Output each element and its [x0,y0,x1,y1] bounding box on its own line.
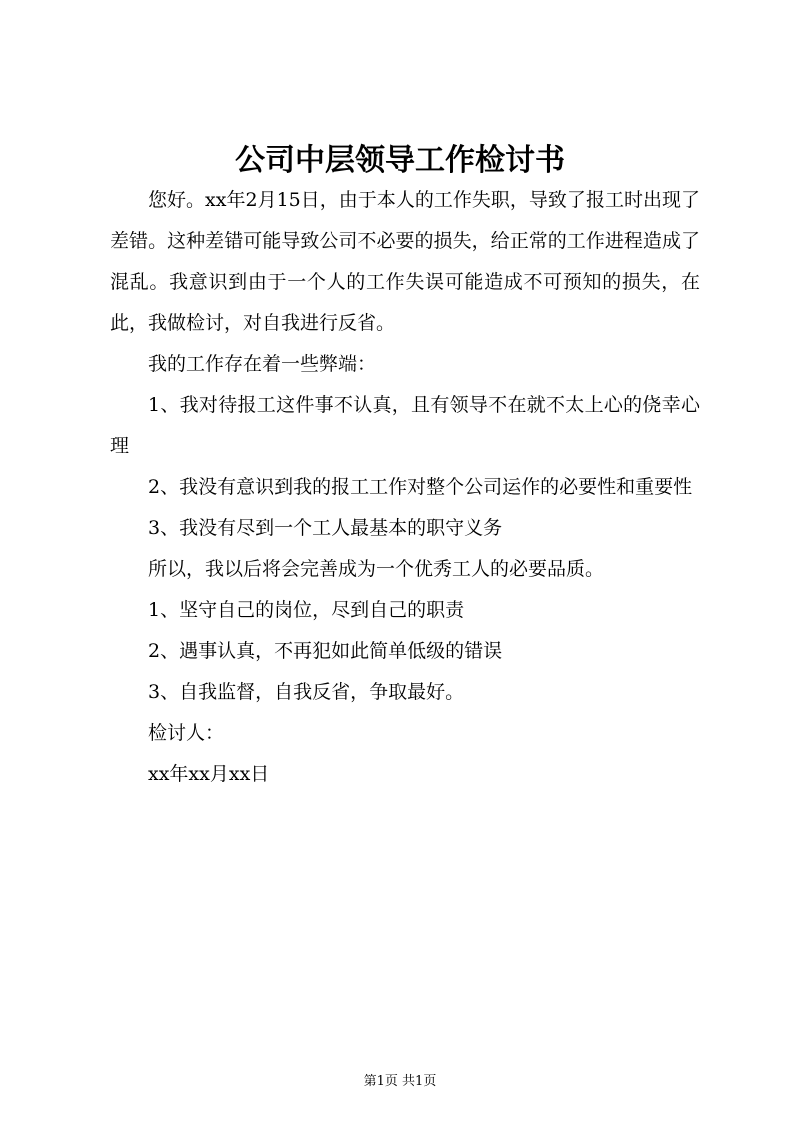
paragraph-improvement-3: 3、自我监督，自我反省，争取最好。 [148,681,465,703]
paragraph-problem-2: 2、我没有意识到我的报工工作对整个公司运作的必要性和重要性 [148,476,693,498]
document-body [110,180,700,795]
page-number-footer: 第1页 共1页 [363,1074,437,1089]
paragraph-problems-heading: 我的工作存在着一些弊端： [148,353,377,375]
paragraph-improvement-2: 2、遇事认真，不再犯如此简单低级的错误 [148,640,503,662]
signature-label: 检讨人： [148,722,225,744]
paragraph-problem-1: 1、我对待报工这件事不认真，且有领导不在就不太上心的侥幸心理 [110,394,700,457]
paragraph-improvement-1: 1、坚守自己的岗位，尽到自己的职责 [148,599,465,621]
document-title: 公司中层领导工作检讨书 [235,143,565,178]
signature-date: xx年xx月xx日 [148,763,270,785]
paragraph-intro: 您好。xx年2月15日，由于本人的工作失职，导致了报工时出现了差错。这种差错可能导致公司不必要的损失，给正常的工作进程造成了混乱。我意识到由于一个人的工作失误可能造成不可预知的损失，在此，我做检讨，对自我进行反省。 [110,189,700,334]
paragraph-improvement-heading: 所以，我以后将会完善成为一个优秀工人的必要品质。 [148,558,605,580]
paragraph-problem-3: 3、我没有尽到一个工人最基本的职守义务 [148,517,503,539]
